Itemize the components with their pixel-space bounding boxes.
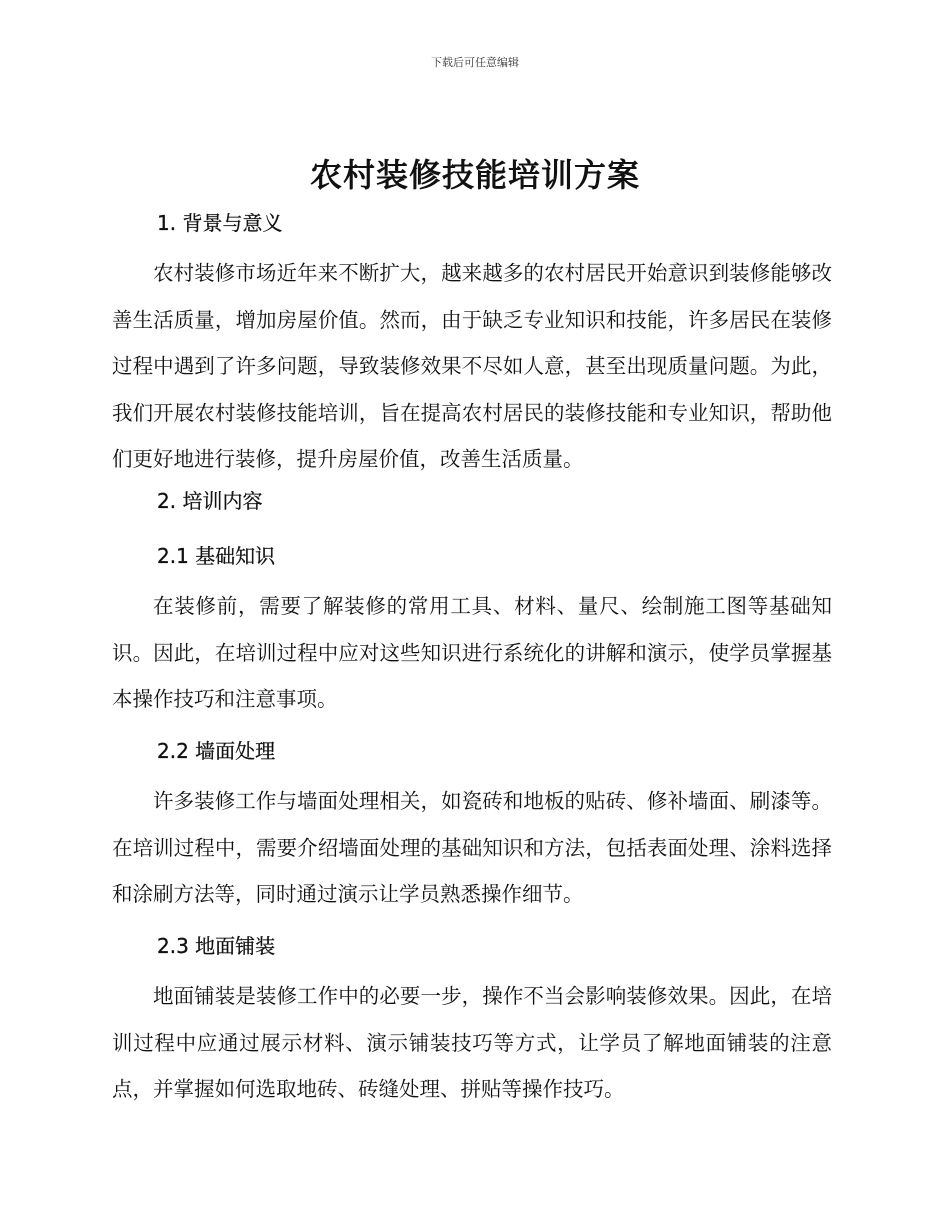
section-2-2-paragraph: 许多装修工作与墙面处理相关，如瓷砖和地板的贴砖、修补墙面、刷漆等。在培训过程中，需要介绍墙面处理的基础知识和方法，包括表面处理、涂料选择和涂刷方法等，同时通过演示让学员熟悉操作细节。 (112, 789, 832, 906)
section-1-paragraph: 农村装修市场近年来不断扩大，越来越多的农村居民开始意识到装修能够改善生活质量，增加房屋价值。然而，由于缺乏专业知识和技能，许多居民在装修过程中遇到了许多问题，导致装修效果不尽如人意，甚至出现质量问题。为此，我们开展农村装修技能培训，旨在提高农村居民的装修技能和专业知识，帮助他们更好地进行装修，提升房屋价值，改善生活质量。 (112, 261, 832, 471)
header-note: 下载后可任意编辑 (431, 56, 519, 69)
document-title: 农村装修技能培训方案 (309, 156, 640, 194)
section-2-heading: 2. 培训内容 (157, 489, 263, 513)
section-2-1-paragraph: 在装修前，需要了解装修的常用工具、材料、量尺、绘制施工图等基础知识。因此，在培训过程中应对这些知识进行系统化的讲解和演示，使学员掌握基本操作技巧和注意事项。 (112, 594, 832, 711)
section-1-heading: 1. 背景与意义 (157, 211, 283, 235)
section-2-3-paragraph: 地面铺装是装修工作中的必要一步，操作不当会影响装修效果。因此，在培训过程中应通过展示材料、演示铺装技巧等方式，让学员了解地面铺装的注意点，并掌握如何选取地砖、砖缝处理、拼贴等操作技巧。 (112, 984, 832, 1101)
section-2-3-heading: 2.3 地面铺装 (157, 934, 276, 958)
section-2-2-heading: 2.2 墙面处理 (157, 739, 276, 763)
section-2-1-heading: 2.1 基础知识 (157, 544, 276, 568)
